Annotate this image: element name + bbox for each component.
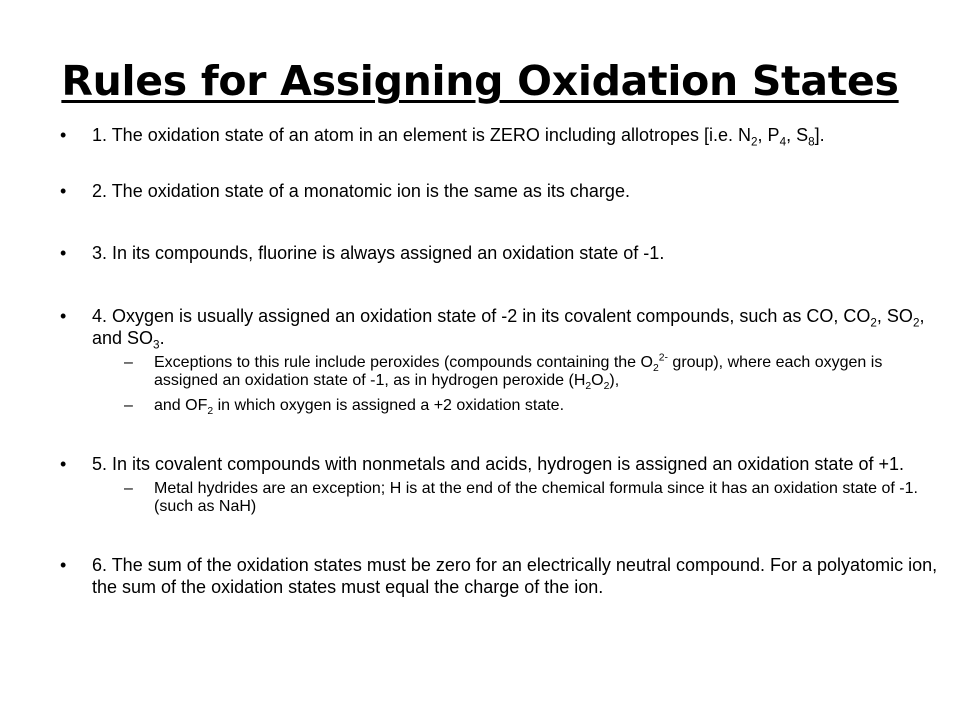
text-run: ].	[814, 125, 825, 145]
formula-subscript: 2	[207, 406, 214, 418]
text-run: 4. Oxygen is usually assigned an oxidation state of -2 in its covalent compounds, such as CO, CO	[92, 306, 871, 326]
formula-subscript: 2	[751, 135, 758, 149]
text-run: group), where each oxygen is assigned an oxidation state of -1, as in hydrogen peroxide (H	[154, 354, 883, 389]
text-run: , and SO	[92, 306, 925, 348]
rule-4	[60, 305, 940, 352]
text-run: , SO	[876, 306, 913, 326]
text-run: ),	[609, 372, 620, 389]
rule-2	[60, 180, 940, 202]
rule-4-text	[92, 306, 925, 352]
formula-subscript: 3	[153, 338, 160, 352]
rule-5-exception-hydrides-text	[154, 480, 918, 515]
text-run: 2. The oxidation state of a monatomic ion is the same as its charge.	[92, 181, 630, 201]
rule-6-text	[92, 555, 937, 597]
rule-4-exception-peroxides	[132, 352, 940, 393]
text-run: and OF	[154, 397, 208, 414]
rule-2-text	[92, 181, 630, 201]
formula-subscript: 2	[870, 316, 877, 330]
text-run: Exceptions to this rule include peroxides (compounds containing the O	[154, 354, 653, 371]
text-run: , S	[786, 125, 809, 145]
rule-4-exception-of2-text	[154, 397, 565, 418]
rule-6	[60, 554, 940, 598]
rule-3	[60, 242, 940, 264]
rule-5-text	[92, 454, 904, 474]
formula-subscript: 4	[779, 135, 787, 149]
formula-subscript: 2	[585, 381, 592, 393]
rule-5-exception-hydrides	[132, 480, 940, 516]
text-run: O	[591, 372, 604, 389]
text-run: in which oxygen is assigned a +2 oxidation state.	[213, 397, 565, 414]
formula-supscript: 2-	[658, 352, 668, 364]
text-run: 6. The sum of the oxidation states must be zero for an electrically neutral compound. For a polyatomic ion, the sum of the oxidation states must equal the charge of the ion.	[92, 555, 938, 597]
rule-5	[60, 453, 940, 475]
rule-3-text	[92, 243, 664, 263]
text-run: .	[159, 328, 165, 348]
text-run: 3. In its compounds, fluorine is always assigned an oxidation state of -1.	[92, 243, 665, 263]
rules-list	[60, 124, 940, 598]
rule-4-exception-of2	[132, 397, 940, 418]
text-run: , P	[757, 125, 780, 145]
formula-subscript: 2	[603, 381, 610, 393]
text-run: Metal hydrides are an exception; H is at the end of the chemical formula since it has an oxidation state of -1. (such as NaH)	[154, 480, 918, 515]
formula-subscript: 2	[912, 316, 920, 330]
slide-title: Rules for Assigning Oxidation States	[61, 57, 899, 106]
formula-subscript: 8	[808, 135, 815, 149]
rule-1	[60, 124, 940, 149]
text-run: 5. In its covalent compounds with nonmetals and acids, hydrogen is assigned an oxidation state of +1.	[92, 454, 904, 474]
rule-4-exception-peroxides-text	[154, 352, 883, 393]
formula-subscript: 2	[652, 363, 659, 375]
text-run: 1. The oxidation state of an atom in an element is ZERO including allotropes [i.e. N	[92, 125, 752, 145]
rule-1-text	[92, 125, 825, 149]
